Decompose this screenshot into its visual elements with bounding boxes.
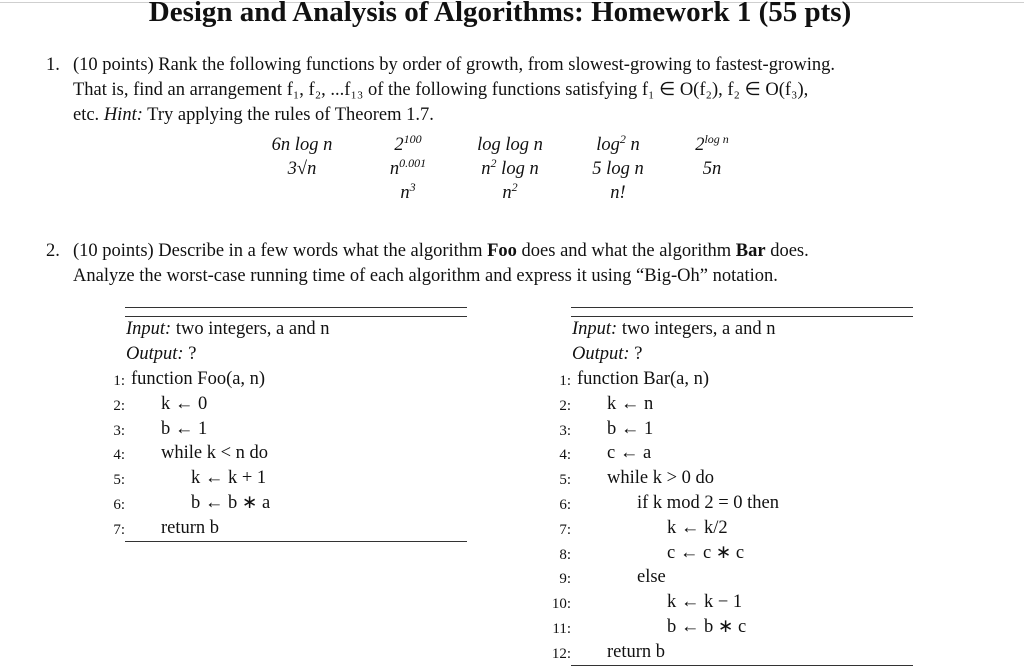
function-item: log log n [477, 135, 543, 155]
foo-line-number: 1: [113, 373, 125, 389]
function-item: $2^{100}$ [394, 132, 422, 155]
function-item: $2^{log n}$ [695, 132, 729, 155]
foo-code-line: b ← 1 [161, 418, 208, 439]
function-item: 5n [702, 159, 722, 179]
q2-foo-name: Foo [487, 241, 517, 261]
bar-code-line: c ← a [607, 443, 652, 464]
foo-top-rule-2 [125, 316, 467, 317]
function-item: $n^{0.001}$ [389, 156, 427, 179]
bar-code-line: k ← n [607, 393, 654, 414]
function-item: n! [610, 183, 626, 203]
foo-code-line: k ← 0 [161, 393, 208, 414]
bar-code-line: if k mod 2 = 0 then [637, 493, 779, 513]
bar-line-number: 6: [559, 497, 571, 513]
foo-top-rule-1 [125, 307, 467, 308]
function-item: $n^3$ [400, 180, 416, 203]
bar-output-text: ? [629, 344, 643, 364]
bar-code-line: return b [607, 641, 666, 662]
bar-line-number: 8: [559, 546, 571, 563]
foo-output-label: Output: [126, 344, 184, 364]
bar-line-number: 12: [551, 645, 571, 662]
bar-code-line: b ← 1 [607, 418, 654, 439]
bar-line-number: 5: [559, 472, 571, 489]
q1-number: 1. [46, 55, 60, 75]
q2-text-b: does and what the algorithm [516, 241, 736, 261]
foo-line-number: 7: [113, 521, 125, 538]
bar-line-number: 2: [559, 397, 571, 414]
foo-code-line: while k < n do [161, 443, 269, 464]
foo-line-number: 2: [113, 397, 125, 414]
bar-top-rule-2 [571, 316, 913, 317]
foo-bottom-rule [125, 541, 467, 542]
bar-code-line: while k > 0 do [607, 468, 715, 489]
foo-line-number: 6: [113, 497, 125, 513]
foo-line-number: 5: [113, 472, 125, 489]
bar-code-line: else [637, 567, 666, 588]
bar-line-number: 4: [559, 447, 571, 464]
foo-input-label: Input: [126, 319, 172, 339]
page-title: Design and Analysis of Algorithms: Homework 1 (55 pts) [148, 0, 852, 28]
q2-line-2: Analyze the worst-case running time of each algorithm and express it using “Big-Oh” notation. [73, 266, 778, 286]
function-item: 3√n [287, 159, 317, 179]
q2-bar-name: Bar [735, 241, 766, 261]
foo-code-line: b ← b ∗ a [191, 493, 271, 513]
bar-input-text: two integers, a and n [617, 319, 776, 339]
bar-line-number: 9: [559, 571, 571, 588]
bar-code-line: k ← k − 1 [667, 592, 743, 613]
foo-input-text: two integers, a and n [171, 319, 330, 339]
foo-line-number: 3: [113, 422, 125, 439]
q1-line-1: (10 points) Rank the following functions by order of growth, from slowest-growing to fastest-growing. [73, 55, 835, 75]
foo-code-line: function Foo(a, n) [131, 369, 266, 389]
bar-top-rule-1 [571, 307, 913, 308]
bar-output-label: Output: [572, 344, 630, 364]
q1-etc: etc. [73, 105, 104, 125]
foo-input [126, 318, 329, 340]
bar-code-line: b ← b ∗ c [667, 617, 747, 637]
foo-output [126, 343, 196, 365]
bar-input [572, 318, 775, 340]
bar-bottom-rule [571, 665, 913, 666]
bar-code-line: c ← c ∗ c [667, 542, 745, 563]
bar-output [572, 343, 642, 365]
bar-line-number: 1: [559, 373, 571, 389]
bar-code-line: function Bar(a, n) [577, 369, 710, 389]
bar-code-line: k ← k/2 [667, 517, 728, 538]
function-item: 6n log n [271, 135, 333, 155]
bar-line-number: 10: [551, 596, 571, 613]
foo-code-line: return b [161, 517, 220, 538]
function-item: $n^2$ log n [481, 156, 539, 179]
bar-line-number: 7: [559, 521, 571, 538]
q1-hint-text: Try applying the rules of Theorem 1.7. [142, 105, 434, 125]
foo-code-line: k ← k + 1 [191, 468, 267, 489]
function-item: 5 log n [592, 159, 644, 179]
function-item: $\log^2 n$ [596, 132, 640, 155]
bar-line-number: 3: [559, 422, 571, 439]
foo-line-number: 4: [113, 447, 125, 464]
foo-output-text: ? [183, 344, 197, 364]
bar-line-number: 11: [552, 621, 571, 637]
q1-line-2: That is, find an arrangement f₁, f₂, ...f₁₃ of the following functions satisfying f₁ ∈ O(f₂), f₂ ∈ O(f₃), [73, 80, 809, 100]
q1-line-3 [73, 103, 434, 128]
q2-number: 2. [46, 241, 60, 261]
bar-input-label: Input: [572, 319, 618, 339]
q2-text-c: does. [765, 241, 809, 261]
q2-text-a: (10 points) Describe in a few words what the algorithm [73, 241, 488, 261]
q1-hint-label: Hint: [103, 105, 143, 125]
function-item: $n^2$ [502, 180, 518, 203]
q2-line-1 [73, 239, 809, 264]
